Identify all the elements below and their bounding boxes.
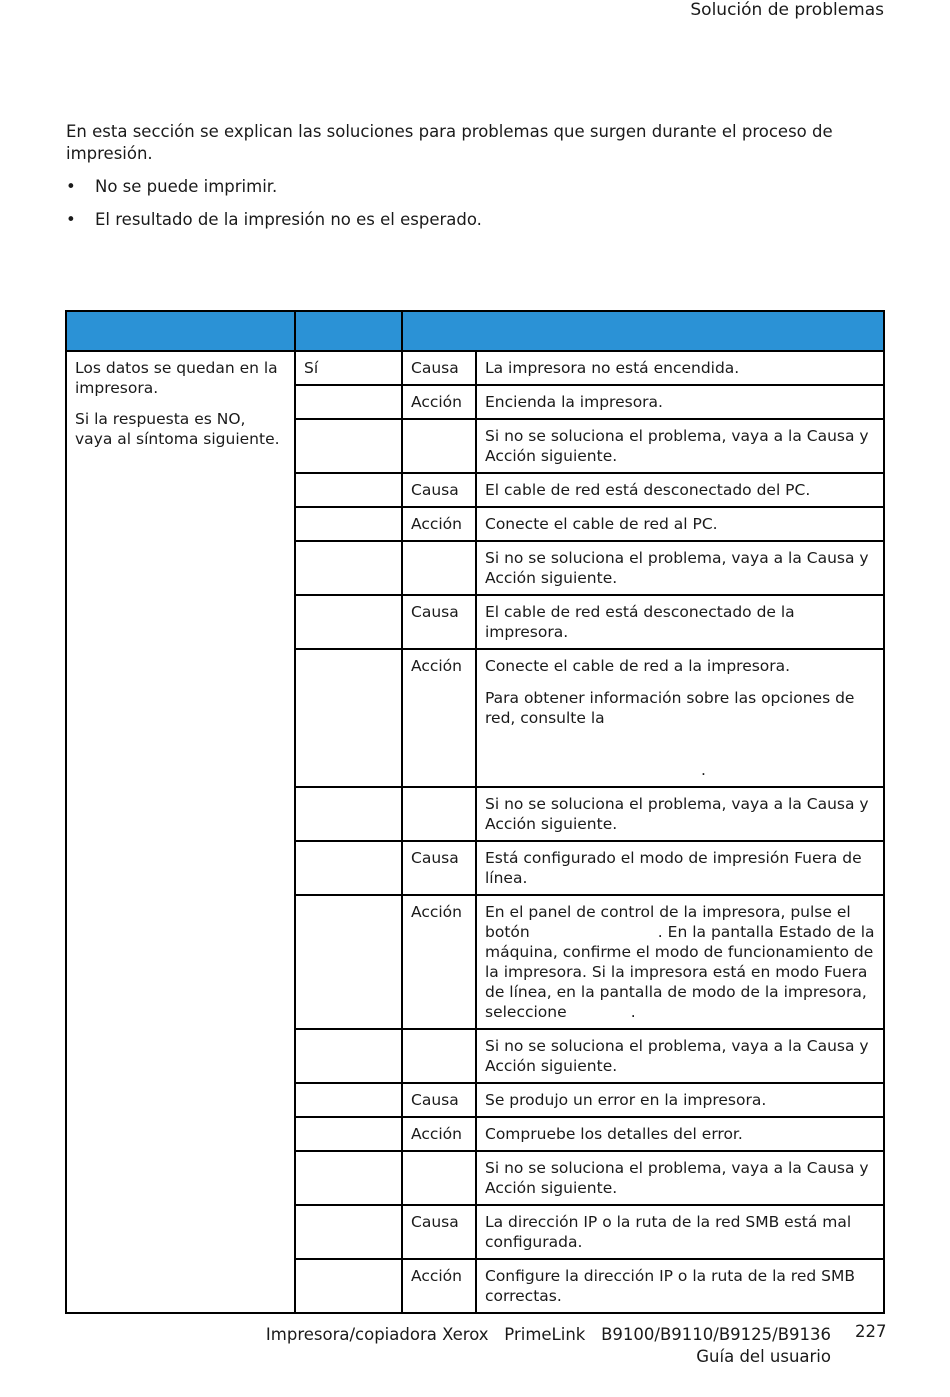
answer-cell xyxy=(295,841,402,895)
section-header: Solución de problemas xyxy=(690,0,884,20)
table-row xyxy=(66,351,884,385)
kind-cell: Acción xyxy=(402,385,476,419)
kind-cell xyxy=(402,1029,476,1083)
kind-cell xyxy=(402,541,476,595)
kind-cell: Causa xyxy=(402,841,476,895)
troubleshooting-table xyxy=(65,310,885,1314)
kind-cell xyxy=(402,419,476,473)
kind-cell: Causa xyxy=(402,351,476,385)
symptom-note: Si la respuesta es NO, vaya al síntoma siguiente. xyxy=(75,410,280,448)
detail-cell: Si no se soluciona el problema, vaya a la Causa y Acción siguiente. xyxy=(476,787,884,841)
detail-cell: En el panel de control de la impresora, pulse el botón . En la pantalla Estado de la máquina, confirme el modo de funcionamiento de la impresora. Si la impresora está en modo Fuera de línea, en la pantalla de modo de la impresora, seleccione . xyxy=(476,895,884,1029)
kind-cell: Acción xyxy=(402,895,476,1029)
footer-guide: Guía del usuario xyxy=(696,1347,831,1366)
intro-bullet-list xyxy=(66,176,482,242)
answer-cell xyxy=(295,1029,402,1083)
kind-cell: Acción xyxy=(402,1117,476,1151)
kind-cell: Acción xyxy=(402,1259,476,1313)
answer-cell xyxy=(295,595,402,649)
kind-cell: Acción xyxy=(402,507,476,541)
answer-cell xyxy=(295,473,402,507)
answer-cell xyxy=(295,507,402,541)
header-cell xyxy=(402,311,884,351)
footer-product: Impresora/copiadora Xerox PrimeLink B9100/B9110/B9125/B9136 xyxy=(265,1325,831,1344)
header-cell xyxy=(66,311,295,351)
header-cell xyxy=(295,311,402,351)
bullet-item: • No se puede imprimir. xyxy=(66,176,482,209)
answer-cell xyxy=(295,1117,402,1151)
detail-cell: Si no se soluciona el problema, vaya a la Causa y Acción siguiente. xyxy=(476,541,884,595)
kind-cell: Causa xyxy=(402,1205,476,1259)
detail-cell: Si no se soluciona el problema, vaya a la Causa y Acción siguiente. xyxy=(476,419,884,473)
kind-cell: Causa xyxy=(402,473,476,507)
answer-cell xyxy=(295,1259,402,1313)
detail-cell: Configure la dirección IP o la ruta de la red SMB correctas. xyxy=(476,1259,884,1313)
symptom-text: Los datos se quedan en la impresora. xyxy=(75,359,278,397)
detail-cell: La dirección IP o la ruta de la red SMB está mal configurada. xyxy=(476,1205,884,1259)
detail-cell: El cable de red está desconectado de la impresora. xyxy=(476,595,884,649)
kind-cell: Causa xyxy=(402,595,476,649)
detail-cell: Encienda la impresora. xyxy=(476,385,884,419)
answer-cell xyxy=(295,787,402,841)
detail-cell: Si no se soluciona el problema, vaya a la Causa y Acción siguiente. xyxy=(476,1029,884,1083)
kind-cell xyxy=(402,787,476,841)
answer-cell xyxy=(295,1205,402,1259)
table-header-row xyxy=(66,311,884,351)
detail-text: . xyxy=(701,761,706,779)
symptom-cell xyxy=(66,351,295,1313)
kind-cell: Acción xyxy=(402,649,476,787)
answer-cell xyxy=(295,895,402,1029)
detail-cell: Conecte el cable de red al PC. xyxy=(476,507,884,541)
detail-cell: Compruebe los detalles del error. xyxy=(476,1117,884,1151)
bullet-item: • El resultado de la impresión no es el esperado. xyxy=(66,209,482,242)
answer-cell xyxy=(295,1151,402,1205)
answer-cell xyxy=(295,649,402,787)
page-number: 227 xyxy=(855,1322,887,1341)
detail-text: Para obtener información sobre las opciones de red, consulte la xyxy=(485,689,855,727)
kind-cell xyxy=(402,1151,476,1205)
detail-text: Conecte el cable de red a la impresora. xyxy=(485,657,791,675)
detail-cell: El cable de red está desconectado del PC. xyxy=(476,473,884,507)
answer-cell: Sí xyxy=(295,351,402,385)
detail-cell: Si no se soluciona el problema, vaya a la Causa y Acción siguiente. xyxy=(476,1151,884,1205)
answer-cell xyxy=(295,419,402,473)
detail-cell: Está configurado el modo de impresión Fuera de línea. xyxy=(476,841,884,895)
answer-cell xyxy=(295,385,402,419)
detail-cell: Se produjo un error en la impresora. xyxy=(476,1083,884,1117)
answer-cell xyxy=(295,1083,402,1117)
detail-cell xyxy=(476,649,884,787)
footer xyxy=(253,1324,831,1368)
intro-text: En esta sección se explican las soluciones para problemas que surgen durante el proceso de impresión. xyxy=(66,122,833,163)
answer-cell xyxy=(295,541,402,595)
detail-cell: La impresora no está encendida. xyxy=(476,351,884,385)
kind-cell: Causa xyxy=(402,1083,476,1117)
